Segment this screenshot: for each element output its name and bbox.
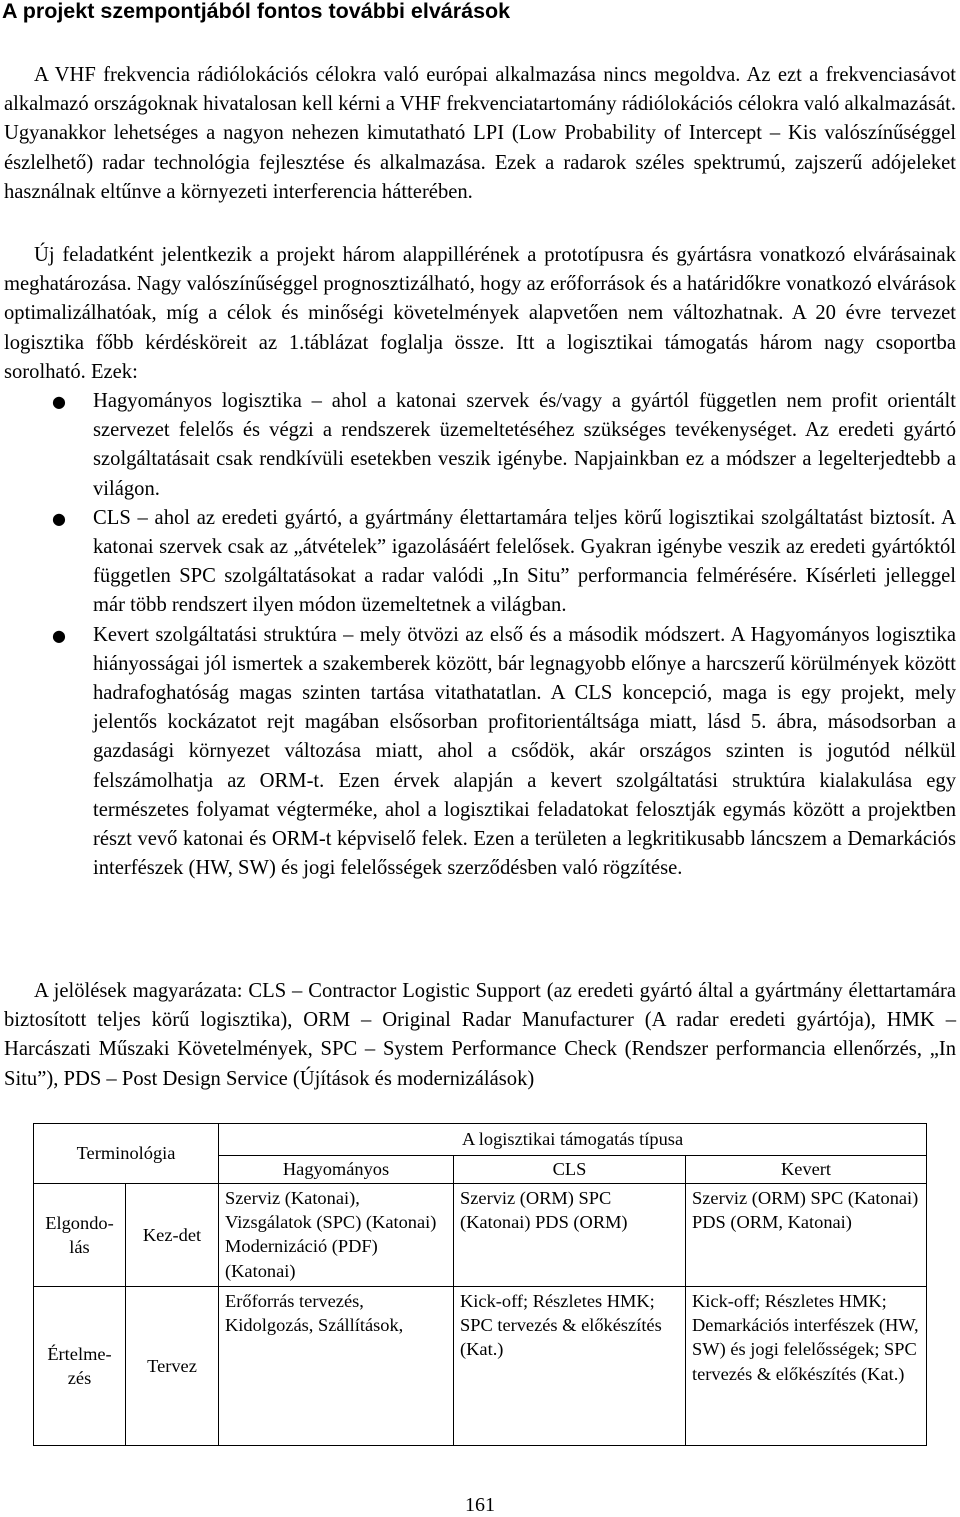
table-cell: Kick-off; Részletes HMK; SPC tervezés & előkészítés (Kat.) — [454, 1287, 686, 1446]
table-header-hagyomanyos: Hagyományos — [219, 1156, 454, 1184]
paragraph-abbreviations: A jelölések magyarázata: CLS – Contractor Logistic Support (az eredeti gyártó által a gyártmány élettartamára biztosított teljes körű logisztika), ORM – Original Radar Manufacturer (A radar eredeti gyártója), HMK – Harcászati Műszaki Követelmények, SPC – System Performance Check (Rendszer performancia ellenőrzés, „In Situ”), PDS – Post Design Service (Újítások és modernizálások) — [4, 980, 956, 1090]
list-item-text: Kevert szolgáltatási struktúra – mely ötvözi az első és a második módszert. A Hagyományos logisztika hiányosságai jól ismertek a szakemberek között, bár legnagyobb előnye a harcszerű körülmények között hadrafoghatóság magas szinten tartása vitathatatlan. A CLS koncepció, maga is egy projekt, mely jelentős kockázatot rejt magában elsősorban profitorientáltsága miatt, lásd 5. ábra, másodsorban a gazdasági környezet változása miatt, ahol a csődök, akár országos szinten is jogutód nélkül felszámolhatja az ORM-t. Ezen érvek alapján a kevert szolgáltatási struktúra kialakulása egy természetes folyamat végterméke, ahol a logisztikai feladatokat felosztják egymás között a projektben részt vevő katonai és ORM-t képviselő felek. Ezen a területen a legkritikusabb láncszem a Demarkációs interfészek (HW, SW) és jogi felelősségek szerződésben való rögzítése. — [93, 623, 956, 880]
list-item-traditional — [0, 387, 960, 504]
bullet-icon: ● — [52, 625, 66, 645]
section-heading: A projekt szempontjából fontos további elvárások — [2, 0, 511, 23]
list-item-text: CLS – ahol az eredeti gyártó, a gyártmány élettartamára teljes körű logisztikai szolgáltatást biztosít. A katonai szervek csak az „átvételek” igazolásáért felelősek. Gyakran igénybe veszik az eredeti gyártóktól független SPC szolgáltatásokat a radar valódi „In Situ” performancia felmérésére. Kísérleti jelleggel már több rendszert ilyen módon üzemeltetnek a világban. — [93, 506, 956, 617]
logistics-table — [33, 1123, 927, 1446]
table-cell-phase: Tervez — [126, 1287, 219, 1446]
list-item-cls — [0, 504, 960, 621]
list-item-mixed — [0, 621, 960, 884]
paragraph-vhf: A VHF frekvencia rádiólokációs célokra való európai alkalmazása nincs megoldva. Az ezt a frekvenciasávot alkalmazó országoknak hivatalosan kell kérni a VHF frekvenciatartomány rádiólokációs célokra való alkalmazását. Ugyanakkor lehetséges a nagyon nehezen kimutatható LPI (Low Probability of Intercept – Kis valószínűséggel észlelhető) radar technológia fejlesztése és alkalmazása. Ezek a radarok széles spektrumú, zajszerű adójeleket használnak eltűnve a környezeti interferencia hátterében. — [4, 64, 956, 203]
paragraph-new-tasks: Új feladatként jelentkezik a projekt három alappillérének a prototípusra és gyártásra vonatkozó elvárásainak meghatározása. Nagy valószínűséggel prognosztizálható, hogy az erőforrások és a határidőkre vonatkozó elvárások optimalizálhatóak, míg a célok és minőségi követelmények alapvetően nem változhatnak. A 20 évre tervezet logisztika főbb kérdésköreit az 1.táblázat foglalja össze. Itt a logisztikai támogatás három nagy csoportba sorolható. Ezek: — [4, 244, 956, 383]
table-cell: Szerviz (Katonai), Vizsgálatok (SPC) (Katonai) Modernizáció (PDF) (Katonai) — [219, 1184, 454, 1287]
logistics-groups-list — [0, 387, 960, 883]
bullet-icon: ● — [52, 392, 66, 411]
table-cell: Kick-off; Részletes HMK; Demarkációs interfészek (HW, SW) és jogi felelősségek; SPC tervezés & előkészítés (Kat.) — [686, 1287, 927, 1446]
table-cell: Szerviz (ORM) SPC (Katonai) PDS (ORM) — [454, 1184, 686, 1287]
table-cell: Szerviz (ORM) SPC (Katonai) PDS (ORM, Katonai) — [686, 1184, 927, 1287]
table-cell-phase: Kez-det — [126, 1184, 219, 1287]
list-item-text: Hagyományos logisztika – ahol a katonai szervek és/vagy a gyártól független nem profit orientált szervezet felelős és végzi a rendszerek üzemeltetéséhez szükséges tevékenységet. Az eredeti gyártó szolgáltatásait csak rendkívüli esetekben veszik igénybe. Napjainkban ez a módszer a legelterjedtebb a világon. — [93, 390, 956, 500]
table-cell-group: Értelme-zés — [34, 1287, 126, 1446]
bullet-icon: ● — [52, 508, 66, 528]
table-header-cls: CLS — [454, 1156, 686, 1184]
table-header-support-type: A logisztikai támogatás típusa — [219, 1124, 927, 1156]
table-header-terminology: Terminológia — [34, 1124, 219, 1184]
page-number: 161 — [465, 1494, 495, 1516]
table-header-kevert: Kevert — [686, 1156, 927, 1184]
table-cell-group: Elgondo-lás — [34, 1184, 126, 1287]
table-cell: Erőforrás tervezés, Kidolgozás, Szállítások, — [219, 1287, 454, 1446]
